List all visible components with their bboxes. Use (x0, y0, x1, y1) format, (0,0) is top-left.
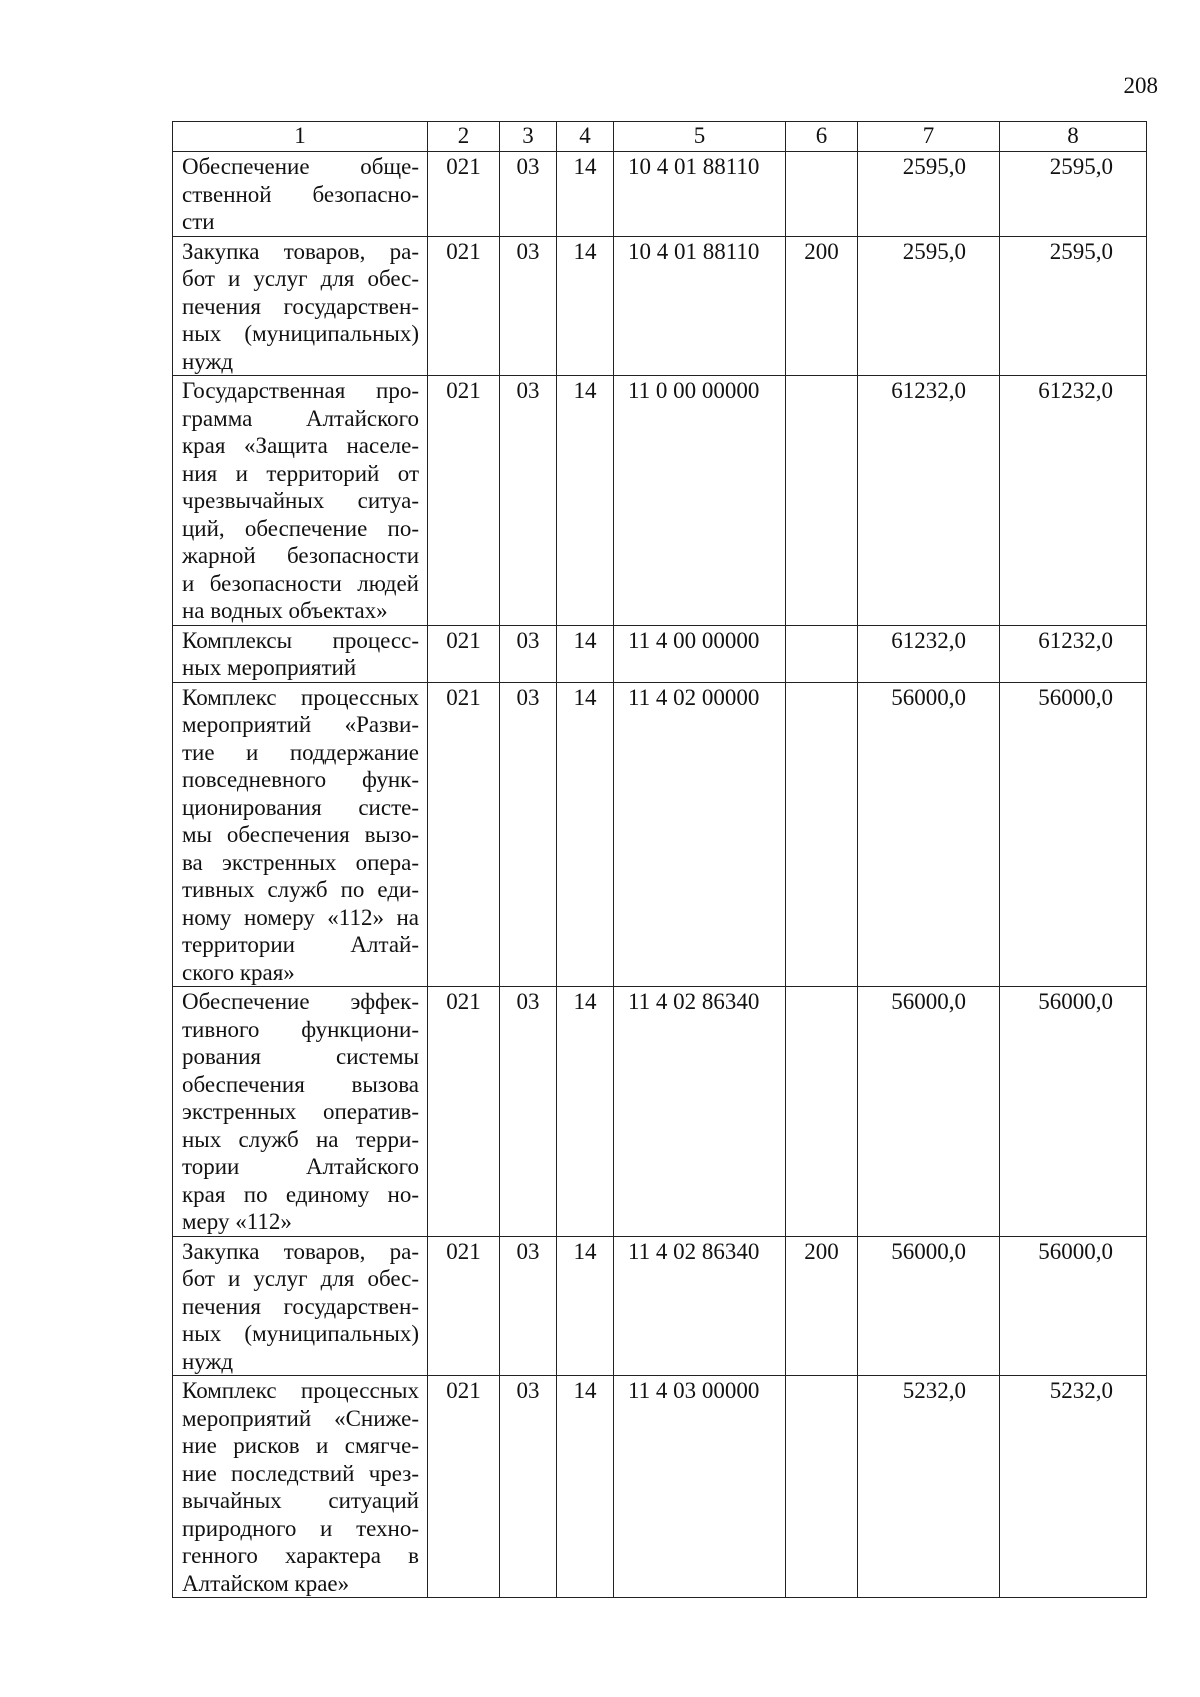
row-name-line: нужд (182, 1348, 234, 1374)
row-target-article: 11 4 02 86340 (614, 987, 786, 1237)
row-name-line: ных (муниципальных) (182, 321, 419, 346)
row-name-line: бот и услуг для обес- (182, 266, 419, 291)
row-target-article: 11 4 00 00000 (614, 625, 786, 682)
row-target-article: 11 4 03 00000 (614, 1376, 786, 1598)
row-amount-year2: 2595,0 (1000, 236, 1147, 376)
row-grbs-code: 021 (428, 987, 500, 1237)
row-target-article: 11 0 00 00000 (614, 376, 786, 626)
row-name-line: Обеспечение обще- (182, 154, 419, 179)
row-name-line: Обеспечение эффек- (182, 989, 419, 1014)
row-amount-year2: 56000,0 (1000, 682, 1147, 987)
row-name-line: мероприятий «Сниже- (182, 1405, 419, 1431)
row-subsection-code: 14 (557, 1236, 614, 1376)
table-row (173, 987, 1147, 1237)
row-name-line: и безопасности людей (182, 570, 419, 596)
row-name-line: природного и техно- (182, 1515, 419, 1541)
row-name-line: сти (182, 209, 215, 234)
row-expense-type (786, 1376, 858, 1598)
row-name-line: ных служб на терри- (182, 1126, 419, 1152)
row-subsection-code: 14 (557, 152, 614, 237)
row-name-line: на водных объектах» (182, 598, 388, 623)
row-name-line: рования системы (182, 1044, 419, 1069)
column-header: 7 (858, 122, 1000, 152)
row-target-article: 10 4 01 88110 (614, 152, 786, 237)
row-name-line: ние рисков и смягче- (182, 1433, 419, 1458)
row-name-line: тие и поддержание (182, 739, 419, 765)
row-name-line: тивных служб по еди- (182, 877, 419, 902)
table-row (173, 625, 1147, 682)
table-row (173, 152, 1147, 237)
row-name-line: Комплекс процессных (182, 1378, 419, 1403)
column-header: 5 (614, 122, 786, 152)
table-row (173, 236, 1147, 376)
column-header: 8 (1000, 122, 1147, 152)
row-amount-year1: 56000,0 (858, 682, 1000, 987)
row-name-line: ние последствий чрез- (182, 1460, 419, 1486)
row-grbs-code: 021 (428, 682, 500, 987)
row-amount-year1: 2595,0 (858, 236, 1000, 376)
row-name-line: жарной безопасности (182, 543, 419, 568)
row-name-line: вычайных ситуаций (182, 1488, 419, 1513)
row-expense-type (786, 987, 858, 1237)
row-name-line: ственной безопасно- (182, 181, 419, 207)
row-name-line: края по единому но- (182, 1181, 419, 1207)
row-name-line: ных мероприятий (182, 655, 357, 680)
row-name-line: печения государствен- (182, 293, 419, 319)
row-name-line: чрезвычайных ситуа- (182, 488, 419, 513)
row-name (173, 152, 428, 237)
row-subsection-code: 14 (557, 1376, 614, 1598)
row-grbs-code: 021 (428, 236, 500, 376)
row-name (173, 625, 428, 682)
row-name-line: ному номеру «112» на (182, 904, 419, 930)
row-name (173, 236, 428, 376)
row-subsection-code: 14 (557, 236, 614, 376)
row-name-line: повседневного функ- (182, 767, 419, 792)
row-name-line: грамма Алтайского (182, 405, 419, 431)
row-target-article: 10 4 01 88110 (614, 236, 786, 376)
row-section-code: 03 (500, 987, 557, 1237)
row-amount-year2: 56000,0 (1000, 987, 1147, 1237)
row-name-line: мероприятий «Разви- (182, 712, 419, 737)
row-amount-year1: 56000,0 (858, 987, 1000, 1237)
row-section-code: 03 (500, 1236, 557, 1376)
row-grbs-code: 021 (428, 625, 500, 682)
row-name-line: обеспечения вызова (182, 1071, 419, 1097)
row-name-line: генного характера в (182, 1543, 419, 1568)
row-amount-year2: 61232,0 (1000, 625, 1147, 682)
row-amount-year2: 2595,0 (1000, 152, 1147, 237)
row-name-line: ния и территорий от (182, 460, 419, 486)
row-amount-year2: 56000,0 (1000, 1236, 1147, 1376)
budget-table (172, 121, 1147, 1598)
row-name-line: ных (муниципальных) (182, 1321, 419, 1346)
column-header: 6 (786, 122, 858, 152)
row-name-line: Закупка товаров, ра- (182, 1238, 419, 1264)
header-row (173, 122, 1147, 152)
row-expense-type: 200 (786, 1236, 858, 1376)
row-grbs-code: 021 (428, 1236, 500, 1376)
row-amount-year1: 5232,0 (858, 1376, 1000, 1598)
row-name-line: печения государствен- (182, 1293, 419, 1319)
row-name-line: ционирования систе- (182, 794, 419, 820)
row-amount-year1: 2595,0 (858, 152, 1000, 237)
row-name-line: Закупка товаров, ра- (182, 238, 419, 264)
row-name-line: Комплексы процесс- (182, 627, 419, 653)
row-section-code: 03 (500, 682, 557, 987)
row-section-code: 03 (500, 236, 557, 376)
row-name-line: экстренных оператив- (182, 1099, 419, 1124)
row-section-code: 03 (500, 152, 557, 237)
row-name-line: ций, обеспечение по- (182, 515, 419, 541)
row-target-article: 11 4 02 00000 (614, 682, 786, 987)
row-subsection-code: 14 (557, 376, 614, 626)
row-subsection-code: 14 (557, 625, 614, 682)
row-name (173, 987, 428, 1237)
row-name-line: Комплекс процессных (182, 684, 419, 710)
row-amount-year2: 5232,0 (1000, 1376, 1147, 1598)
row-target-article: 11 4 02 86340 (614, 1236, 786, 1376)
table-row (173, 1376, 1147, 1598)
row-expense-type (786, 625, 858, 682)
column-header: 1 (173, 122, 428, 152)
row-name-line: мы обеспечения вызо- (182, 822, 419, 847)
row-section-code: 03 (500, 1376, 557, 1598)
row-name (173, 1236, 428, 1376)
row-name-line: территории Алтай- (182, 932, 419, 957)
row-name-line: Алтайском крае» (182, 1570, 350, 1596)
row-section-code: 03 (500, 376, 557, 626)
column-header: 3 (500, 122, 557, 152)
row-name-line: ского края» (182, 959, 295, 985)
row-expense-type (786, 682, 858, 987)
row-expense-type: 200 (786, 236, 858, 376)
row-name (173, 1376, 428, 1598)
row-name-line: нужд (182, 348, 234, 374)
row-name-line: края «Защита населе- (182, 433, 419, 458)
row-name (173, 682, 428, 987)
row-name (173, 376, 428, 626)
row-name-line: тории Алтайского (182, 1154, 419, 1179)
row-grbs-code: 021 (428, 376, 500, 626)
row-amount-year1: 61232,0 (858, 376, 1000, 626)
column-header: 4 (557, 122, 614, 152)
row-name-line: ва экстренных опера- (182, 849, 419, 875)
row-name-line: меру «112» (182, 1209, 292, 1234)
row-amount-year1: 56000,0 (858, 1236, 1000, 1376)
row-section-code: 03 (500, 625, 557, 682)
row-subsection-code: 14 (557, 682, 614, 987)
table-row (173, 682, 1147, 987)
page-number: 208 (1123, 73, 1158, 98)
row-expense-type (786, 152, 858, 237)
table-row (173, 1236, 1147, 1376)
row-amount-year1: 61232,0 (858, 625, 1000, 682)
row-amount-year2: 61232,0 (1000, 376, 1147, 626)
row-name-line: Государственная про- (182, 378, 419, 403)
row-expense-type (786, 376, 858, 626)
row-grbs-code: 021 (428, 1376, 500, 1598)
row-name-line: бот и услуг для обес- (182, 1266, 419, 1291)
table-row (173, 376, 1147, 626)
row-name-line: тивного функциони- (182, 1016, 419, 1042)
column-header: 2 (428, 122, 500, 152)
row-grbs-code: 021 (428, 152, 500, 237)
table-body (173, 152, 1147, 1598)
row-subsection-code: 14 (557, 987, 614, 1237)
